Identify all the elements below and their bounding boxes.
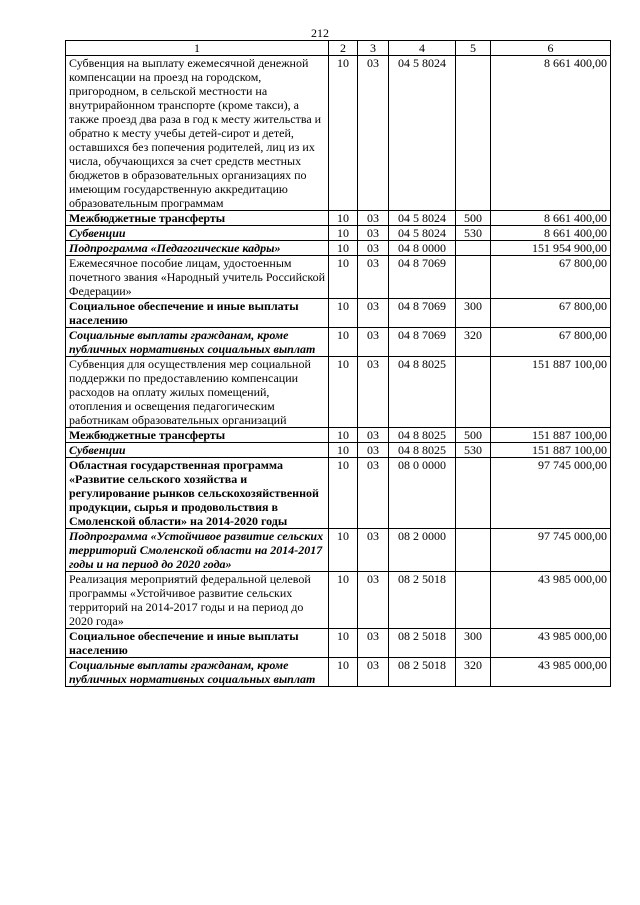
row-amount: 151 954 900,00	[491, 241, 611, 256]
row-section: 10	[329, 226, 358, 241]
row-target-code: 08 2 5018	[389, 629, 456, 658]
row-amount: 67 800,00	[491, 299, 611, 328]
row-target-code: 08 2 5018	[389, 658, 456, 687]
row-name: Межбюджетные трансферты	[66, 428, 329, 443]
row-expense-type: 300	[456, 629, 491, 658]
row-section: 10	[329, 529, 358, 572]
row-subsection: 03	[358, 443, 389, 458]
row-target-code: 04 8 8025	[389, 428, 456, 443]
row-section: 10	[329, 629, 358, 658]
row-name: Областная государственная программа «Развитие сельского хозяйства и регулирование рынков сельскохозяйственной продукции, сырья и продовольствия в Смоленской области» на 2014-2020 годы	[66, 458, 329, 529]
row-subsection: 03	[358, 529, 389, 572]
row-name: Реализация мероприятий федеральной целевой программы «Устойчивое развитие сельских территорий на 2014-2017 годы и на период до 2020 года»	[66, 572, 329, 629]
row-amount: 67 800,00	[491, 256, 611, 299]
row-section: 10	[329, 256, 358, 299]
row-name: Субвенции	[66, 226, 329, 241]
row-name: Подпрограмма «Педагогические кадры»	[66, 241, 329, 256]
row-subsection: 03	[358, 241, 389, 256]
row-target-code: 04 8 7069	[389, 256, 456, 299]
row-section: 10	[329, 211, 358, 226]
row-expense-type: 530	[456, 443, 491, 458]
table-row	[66, 572, 611, 629]
row-amount: 43 985 000,00	[491, 658, 611, 687]
row-subsection: 03	[358, 428, 389, 443]
row-name: Социальные выплаты гражданам, кроме публичных нормативных социальных выплат	[66, 658, 329, 687]
row-section: 10	[329, 328, 358, 357]
row-target-code: 04 5 8024	[389, 226, 456, 241]
row-target-code: 04 5 8024	[389, 211, 456, 226]
row-subsection: 03	[358, 299, 389, 328]
row-amount: 97 745 000,00	[491, 529, 611, 572]
row-amount: 67 800,00	[491, 328, 611, 357]
row-subsection: 03	[358, 458, 389, 529]
row-section: 10	[329, 572, 358, 629]
row-section: 10	[329, 357, 358, 428]
row-amount: 8 661 400,00	[491, 211, 611, 226]
table-row	[66, 458, 611, 529]
row-expense-type	[456, 256, 491, 299]
page-number: 212	[311, 26, 329, 40]
row-target-code: 04 8 7069	[389, 328, 456, 357]
row-expense-type: 320	[456, 658, 491, 687]
table-row	[66, 328, 611, 357]
row-name: Социальное обеспечение и иные выплаты населению	[66, 629, 329, 658]
row-name: Социальное обеспечение и иные выплаты населению	[66, 299, 329, 328]
row-expense-type	[456, 458, 491, 529]
row-expense-type: 300	[456, 299, 491, 328]
row-name: Социальные выплаты гражданам, кроме публичных нормативных социальных выплат	[66, 328, 329, 357]
table-row	[66, 226, 611, 241]
column-header: 2	[329, 41, 358, 56]
table-row	[66, 211, 611, 226]
row-subsection: 03	[358, 211, 389, 226]
row-target-code: 04 8 7069	[389, 299, 456, 328]
row-amount: 43 985 000,00	[491, 629, 611, 658]
row-amount: 8 661 400,00	[491, 56, 611, 211]
row-amount: 151 887 100,00	[491, 443, 611, 458]
row-expense-type: 320	[456, 328, 491, 357]
row-section: 10	[329, 458, 358, 529]
row-amount: 151 887 100,00	[491, 428, 611, 443]
row-amount: 151 887 100,00	[491, 357, 611, 428]
row-section: 10	[329, 241, 358, 256]
table-row	[66, 56, 611, 211]
row-expense-type: 530	[456, 226, 491, 241]
row-expense-type	[456, 357, 491, 428]
budget-table	[65, 40, 611, 687]
row-subsection: 03	[358, 629, 389, 658]
row-target-code: 04 8 0000	[389, 241, 456, 256]
table-row	[66, 241, 611, 256]
row-subsection: 03	[358, 572, 389, 629]
row-section: 10	[329, 299, 358, 328]
row-target-code: 04 8 8025	[389, 443, 456, 458]
row-expense-type	[456, 241, 491, 256]
row-target-code: 04 8 8025	[389, 357, 456, 428]
column-header: 1	[66, 41, 329, 56]
row-amount: 8 661 400,00	[491, 226, 611, 241]
row-section: 10	[329, 658, 358, 687]
row-expense-type	[456, 572, 491, 629]
table-row	[66, 256, 611, 299]
table-row	[66, 629, 611, 658]
column-header: 3	[358, 41, 389, 56]
row-name: Субвенция на выплату ежемесячной денежной компенсации на проезд на городском, пригородном, в сельской местности на внутрирайонном транспорте (кроме такси), а также проезд два раза в год к месту жительства и обратно к месту учебы детей-сирот и детей, оставшихся без попечения родителей, лиц из их числа, обучающихся за счет средств местных бюджетов в образовательных организациях по имеющим государственную аккредитацию образовательным программам	[66, 56, 329, 211]
row-target-code: 08 2 5018	[389, 572, 456, 629]
column-header: 4	[389, 41, 456, 56]
row-name: Субвенции	[66, 443, 329, 458]
row-subsection: 03	[358, 328, 389, 357]
row-subsection: 03	[358, 226, 389, 241]
row-section: 10	[329, 428, 358, 443]
row-expense-type	[456, 529, 491, 572]
row-amount: 97 745 000,00	[491, 458, 611, 529]
table-row	[66, 299, 611, 328]
table-row	[66, 428, 611, 443]
row-target-code: 08 2 0000	[389, 529, 456, 572]
column-header: 6	[491, 41, 611, 56]
row-name: Межбюджетные трансферты	[66, 211, 329, 226]
row-expense-type: 500	[456, 428, 491, 443]
row-subsection: 03	[358, 357, 389, 428]
row-subsection: 03	[358, 56, 389, 211]
row-amount: 43 985 000,00	[491, 572, 611, 629]
column-header: 5	[456, 41, 491, 56]
row-expense-type: 500	[456, 211, 491, 226]
table-row	[66, 658, 611, 687]
row-section: 10	[329, 443, 358, 458]
row-expense-type	[456, 56, 491, 211]
row-name: Подпрограмма «Устойчивое развитие сельских территорий Смоленской области на 2014-2017 годы и на период до 2020 года»	[66, 529, 329, 572]
row-target-code: 08 0 0000	[389, 458, 456, 529]
row-section: 10	[329, 56, 358, 211]
row-name: Ежемесячное пособие лицам, удостоенным почетного звания «Народный учитель Российской Федерации»	[66, 256, 329, 299]
row-subsection: 03	[358, 658, 389, 687]
row-name: Субвенция для осуществления мер социальной поддержки по предоставлению компенсации расходов на оплату жилых помещений, отопления и освещения педагогическим работникам образовательных организаций	[66, 357, 329, 428]
table-row	[66, 443, 611, 458]
row-subsection: 03	[358, 256, 389, 299]
header-row	[66, 41, 611, 56]
table-row	[66, 529, 611, 572]
table-row	[66, 357, 611, 428]
row-target-code: 04 5 8024	[389, 56, 456, 211]
